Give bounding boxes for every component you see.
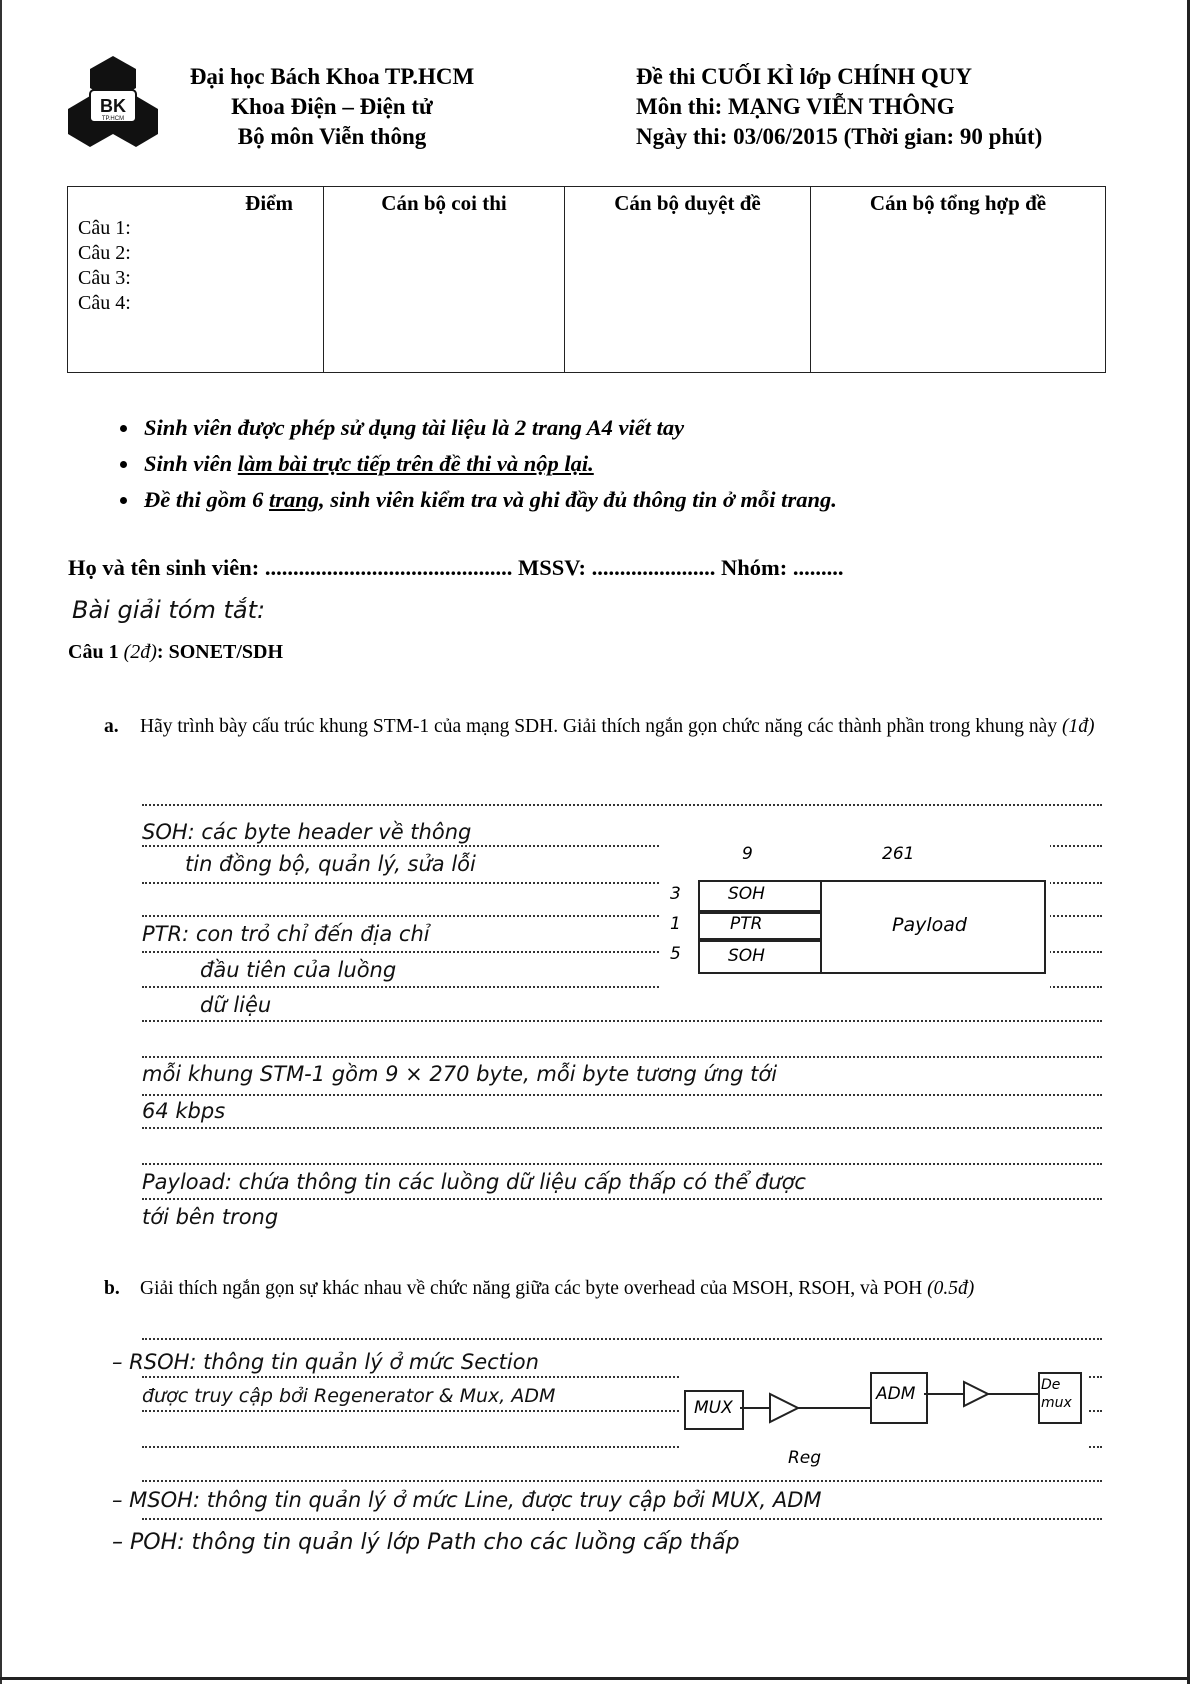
qb-points: (0.5đ) [927, 1278, 975, 1299]
score-q3: Câu 3: [78, 267, 131, 289]
answer-line [142, 1020, 1102, 1022]
mux-label: MUX [694, 1398, 733, 1418]
rule-2-text: Sinh viên [144, 451, 238, 476]
exam-subject: Môn thi: MẠNG VIỄN THÔNG [636, 94, 955, 119]
rule-2-underlined: làm bài trực tiếp trên đề thi và nộp lại. [237, 451, 594, 476]
rule-3-text-end: , sinh viên kiểm tra và ghi đầy đủ thông tin ở mỗi trang. [319, 487, 837, 512]
row-label-3: 3 [670, 884, 681, 904]
answer-line [142, 1127, 1102, 1129]
proctor-header: Cán bộ coi thi [381, 191, 507, 215]
score-q2: Câu 2: [78, 242, 131, 264]
answer-a-7: 64 kbps [142, 1099, 226, 1123]
answer-a-8: Payload: chứa thông tin các luồng dữ liệu cấp thấp có thể được [142, 1170, 806, 1194]
answer-b-3: – MSOH: thông tin quản lý ở mức Line, được truy cập bởi MUX, ADM [112, 1488, 822, 1512]
rule-3-underlined: trang [269, 487, 320, 512]
answer-line [142, 1480, 1102, 1482]
exam-date: Ngày thi: 03/06/2015 (Thời gian: 90 phút) [636, 124, 1043, 149]
answer-line [142, 1518, 1102, 1520]
qa-text: Hãy trình bày cấu trúc khung STM-1 của mạng SDH. Giải thích ngắn gọn chức năng các thành phần trong khung này [140, 716, 1058, 737]
demux-label: De mux [1041, 1377, 1072, 1411]
cell-soh-upper: SOH [728, 884, 765, 904]
department-name: Bộ môn Viễn thông [237, 124, 427, 149]
exam-rules [104, 410, 837, 518]
adm-label: ADM [876, 1384, 916, 1404]
grading-table [67, 186, 1106, 373]
answer-a-1: SOH: các byte header về thông [142, 820, 472, 844]
exam-title: Đề thi CUỐI KÌ lớp CHÍNH QUY [636, 64, 973, 89]
logo-subtext: TP.HCM [101, 116, 125, 122]
qa-points: (1đ) [1061, 716, 1095, 737]
rule-3-text: Đề thi gồm 6 [144, 487, 270, 512]
score-cell [68, 187, 324, 373]
answer-a-5: dữ liệu [200, 993, 272, 1017]
answer-a-6: mỗi khung STM-1 gồm 9 × 270 byte, mỗi byte tương ứng tới [142, 1062, 778, 1086]
answer-b-4: – POH: thông tin quản lý lớp Path cho các luồng cấp thấp [112, 1530, 740, 1555]
answer-line [142, 804, 1102, 806]
question-1-title [68, 641, 283, 664]
q1-points: (2đ) [123, 641, 157, 663]
qb-label: b. [104, 1278, 120, 1299]
qa-label: a. [104, 716, 119, 737]
network-chain-diagram [680, 1372, 1088, 1480]
logo-text: BK [100, 96, 126, 116]
proctor-cell [324, 187, 565, 373]
university-name: Đại học Bách Khoa TP.HCM [189, 64, 475, 89]
row-label-1: 1 [670, 914, 681, 934]
reviewer-cell [565, 187, 811, 373]
faculty-name: Khoa Điện – Điện tử [231, 94, 433, 119]
col-label-261: 261 [882, 844, 915, 864]
reviewer-header: Cán bộ duyệt đề [614, 191, 761, 215]
answer-b-1: – RSOH: thông tin quản lý ở mức Section [112, 1350, 539, 1374]
row-label-5: 5 [670, 944, 681, 964]
page-edge-left [0, 0, 2, 1684]
q1-label: Câu 1 [68, 641, 119, 663]
score-header: Điểm [245, 191, 293, 215]
answer-line [142, 1094, 1102, 1096]
answer-line [142, 1338, 1102, 1340]
answer-line [142, 1056, 1102, 1058]
cell-ptr: PTR [730, 914, 763, 934]
score-q4: Câu 4: [78, 292, 131, 314]
answer-a-3: PTR: con trỏ chỉ đến địa chỉ [142, 922, 430, 946]
stm1-frame-diagram [660, 838, 1050, 988]
institution-block [152, 62, 512, 152]
question-1b [104, 1275, 1109, 1303]
answer-a-4: đầu tiên của luồng [200, 958, 397, 982]
question-1a [104, 713, 1109, 741]
university-logo [68, 56, 158, 154]
page-edge-bottom [0, 1677, 1190, 1680]
rule-2 [140, 446, 837, 482]
compiler-cell [811, 187, 1106, 373]
regenerator-icon-2 [924, 1372, 1038, 1422]
q1-topic: : SONET/SDH [156, 641, 284, 663]
regenerator-icon [740, 1382, 870, 1432]
answer-line [142, 1198, 1102, 1200]
qb-text: Giải thích ngắn gọn sự khác nhau về chức năng giữa các byte overhead của MSOH, RSOH, và POH [140, 1278, 923, 1299]
rule-3 [140, 482, 837, 518]
cell-soh-lower: SOH [728, 946, 765, 966]
student-info-line: Họ và tên sinh viên: ............................................ MSSV: ...................... Nhóm: ......... [68, 555, 844, 580]
reg-label: Reg [788, 1448, 822, 1468]
answer-a-2: tin đồng bộ, quản lý, sửa lỗi [185, 852, 476, 876]
exam-info-block [636, 62, 1116, 152]
score-q1: Câu 1: [78, 217, 131, 239]
rule-1: • Sinh viên được phép sử dụng tài liệu là 2 trang A4 viết tay [140, 410, 837, 446]
compiler-header: Cán bộ tổng hợp đề [869, 191, 1047, 215]
handwritten-title: Bài giải tóm tắt: [72, 596, 266, 624]
cell-payload: Payload [892, 914, 967, 936]
answer-line [142, 1163, 1102, 1165]
col-label-9: 9 [742, 844, 753, 864]
answer-a-9: tới bên trong [142, 1205, 279, 1229]
answer-b-2: được truy cập bởi Regenerator & Mux, ADM [142, 1385, 556, 1407]
